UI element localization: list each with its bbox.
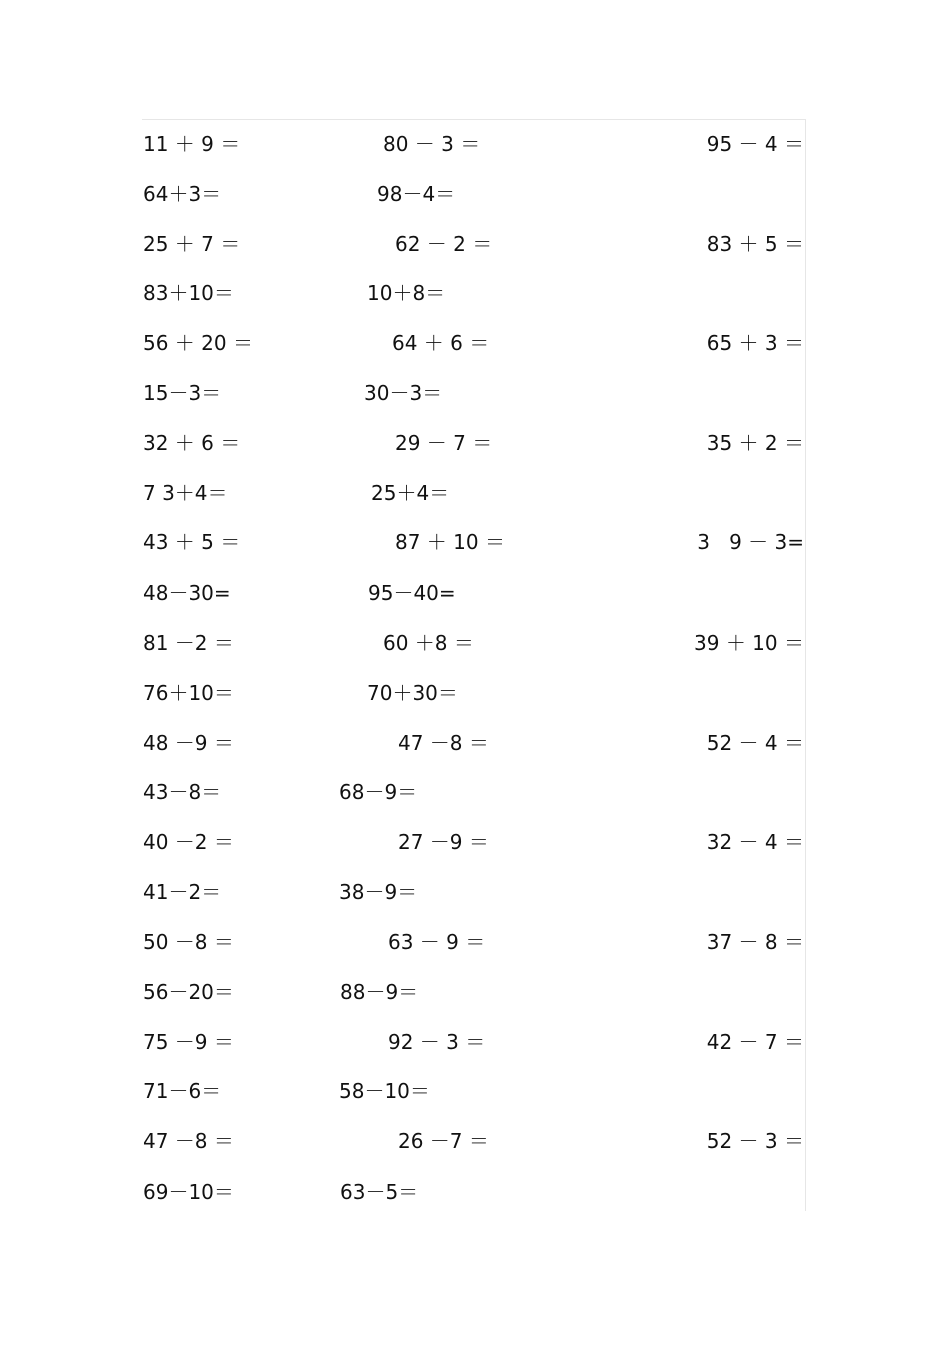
problem-cell-col1: 41－2＝ — [143, 880, 222, 904]
problem-cell-col1: 64＋3＝ — [143, 182, 222, 206]
problem-cell-col2: 88－9＝ — [340, 980, 419, 1004]
problem-cell-col1: 47 －8 ＝ — [143, 1129, 234, 1153]
problem-cell-col2: 27 －9 ＝ — [398, 830, 489, 854]
problem-row — [142, 728, 806, 758]
problem-cell-col3: 39 ＋ 10 ＝ — [694, 631, 804, 655]
problem-row — [142, 628, 806, 658]
problem-row — [142, 179, 806, 209]
problem-cell-col2: 68－9＝ — [339, 780, 418, 804]
problem-cell-col1: 83＋10＝ — [143, 281, 234, 305]
problem-cell-col1: 69－10＝ — [143, 1180, 234, 1204]
problem-cell-col2: 58－10＝ — [339, 1079, 430, 1103]
problem-cell-col1: 43 ＋ 5 ＝ — [143, 530, 241, 554]
problem-row — [142, 478, 806, 508]
problem-cell-col2: 80 － 3 ＝ — [383, 132, 481, 156]
problem-row — [142, 827, 806, 857]
problem-cell-col3: 52 － 3 ＝ — [706, 1129, 804, 1153]
problem-row — [142, 278, 806, 308]
problem-row — [142, 1076, 806, 1106]
problem-cell-col2: 95－40= — [368, 581, 456, 605]
problem-row — [142, 877, 806, 907]
problem-cell-col2: 87 ＋ 10 ＝ — [395, 530, 505, 554]
problem-cell-col2: 38－9＝ — [339, 880, 418, 904]
problem-row — [142, 578, 806, 608]
problem-row — [142, 927, 806, 957]
problem-cell-col2: 25＋4＝ — [371, 481, 450, 505]
problem-cell-col1: 81 －2 ＝ — [143, 631, 234, 655]
problem-cell-col2: 60 ＋8 ＝ — [383, 631, 474, 655]
problem-cell-col2: 98－4＝ — [377, 182, 456, 206]
problem-row — [142, 777, 806, 807]
problem-cell-col2: 30－3＝ — [364, 381, 443, 405]
problem-cell-col3: 32 － 4 ＝ — [706, 830, 804, 854]
problem-cell-col1: 32 ＋ 6 ＝ — [143, 431, 241, 455]
problem-cell-col3: 42 － 7 ＝ — [706, 1030, 804, 1054]
problem-cell-col2: 26 －7 ＝ — [398, 1129, 489, 1153]
problem-row — [142, 378, 806, 408]
problem-cell-col1: 40 －2 ＝ — [143, 830, 234, 854]
problem-cell-col2: 47 －8 ＝ — [398, 731, 489, 755]
problem-cell-col3: 65 ＋ 3 ＝ — [706, 331, 804, 355]
problem-cell-col3: 37 － 8 ＝ — [706, 930, 804, 954]
problem-cell-col1: 7 3＋4＝ — [143, 481, 228, 505]
problem-cell-col2: 70＋30＝ — [367, 681, 458, 705]
problem-cell-col3: 3 9 － 3= — [697, 530, 804, 554]
problem-row — [142, 977, 806, 1007]
problem-cell-col2: 63－5＝ — [340, 1180, 419, 1204]
problem-row — [142, 229, 806, 259]
problem-cell-col1: 48－30= — [143, 581, 231, 605]
problem-cell-col1: 43－8＝ — [143, 780, 222, 804]
problem-cell-col1: 56 ＋ 20 ＝ — [143, 331, 253, 355]
problem-cell-col3: 95 － 4 ＝ — [706, 132, 804, 156]
problem-cell-col1: 50 －8 ＝ — [143, 930, 234, 954]
problem-row — [142, 527, 806, 557]
problem-cell-col1: 25 ＋ 7 ＝ — [143, 232, 241, 256]
problem-cell-col2: 62 － 2 ＝ — [395, 232, 493, 256]
problem-cell-col2: 92 － 3 ＝ — [388, 1030, 486, 1054]
problem-cell-col2: 63 － 9 ＝ — [388, 930, 486, 954]
problem-row — [142, 428, 806, 458]
problem-cell-col1: 56－20＝ — [143, 980, 234, 1004]
problem-cell-col3: 35 ＋ 2 ＝ — [706, 431, 804, 455]
problem-cell-col3: 52 － 4 ＝ — [706, 731, 804, 755]
problem-row — [142, 129, 806, 159]
problem-row — [142, 1177, 806, 1207]
problem-cell-col1: 71－6＝ — [143, 1079, 222, 1103]
problem-row — [142, 1027, 806, 1057]
problem-cell-col2: 64 ＋ 6 ＝ — [392, 331, 490, 355]
problem-cell-col1: 48 －9 ＝ — [143, 731, 234, 755]
problem-row — [142, 678, 806, 708]
problem-cell-col2: 29 － 7 ＝ — [395, 431, 493, 455]
problem-row — [142, 1126, 806, 1156]
problem-cell-col2: 10＋8＝ — [367, 281, 446, 305]
problem-cell-col1: 75 －9 ＝ — [143, 1030, 234, 1054]
problem-cell-col1: 76＋10＝ — [143, 681, 234, 705]
problem-cell-col3: 83 ＋ 5 ＝ — [706, 232, 804, 256]
problem-row — [142, 328, 806, 358]
problem-cell-col1: 11 ＋ 9 ＝ — [143, 132, 241, 156]
problem-cell-col1: 15－3＝ — [143, 381, 222, 405]
